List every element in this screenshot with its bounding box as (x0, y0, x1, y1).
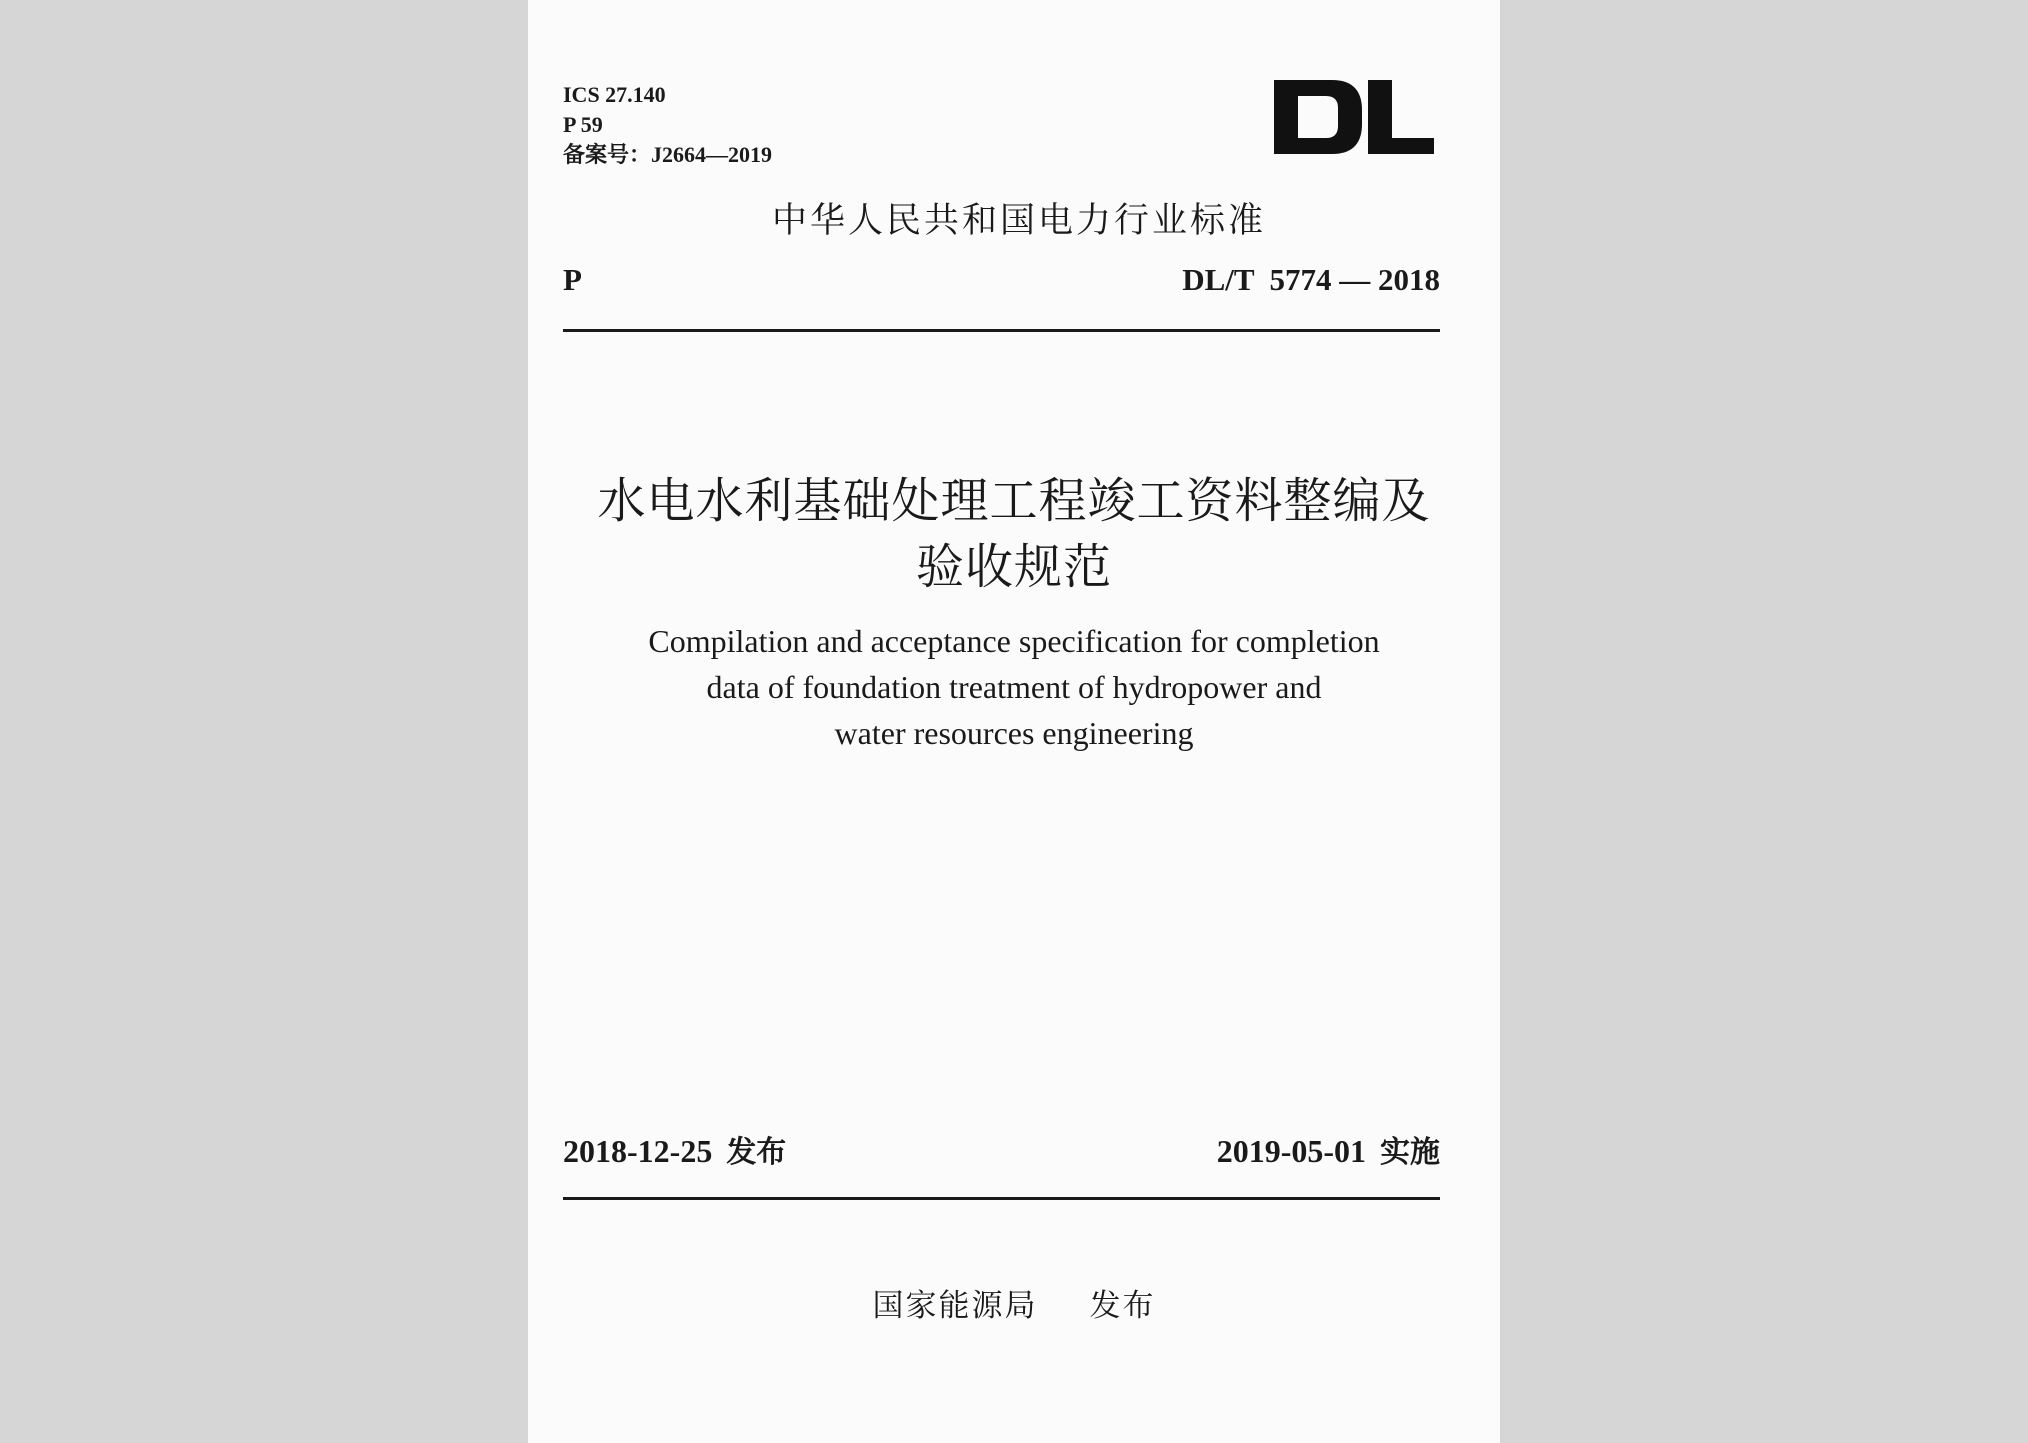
implementation-date: 2019-05-01 (1216, 1133, 1366, 1169)
issue-date: 2018-12-25 (563, 1133, 713, 1169)
publisher-action: 发布 (1089, 1288, 1156, 1324)
classification-block (563, 80, 772, 170)
english-title-line-3: water resources engineering (834, 715, 1194, 751)
ics-code: ICS 27.140 (563, 82, 666, 107)
standard-number: DL/T 5774 — 2018 (1182, 262, 1440, 297)
chinese-title-line-2: 验收规范 (915, 539, 1112, 595)
category-code: P (563, 262, 582, 297)
english-title-line-2: data of foundation treatment of hydropower and (706, 669, 1322, 705)
top-divider (563, 329, 1440, 332)
document-page (528, 0, 1500, 1443)
implementation-label: 实施 (1380, 1135, 1440, 1170)
dl-logo (1244, 60, 1444, 180)
implementation-date-block (1217, 1127, 1440, 1171)
chinese-title (528, 468, 1500, 600)
issue-label: 发布 (726, 1135, 787, 1170)
publisher-name: 国家能源局 (872, 1288, 1038, 1324)
bottom-divider (563, 1197, 1440, 1200)
issue-date-block (563, 1127, 786, 1171)
ccs-code: P 59 (563, 112, 603, 137)
english-title-line-1: Compilation and acceptance specification for completion (648, 623, 1380, 659)
dl-logo-graphic (1244, 60, 1444, 180)
chinese-title-line-1: 水电水利基础处理工程竣工资料整编及 (597, 473, 1431, 529)
issuing-authority-title: 中华人民共和国电力行业标准 (771, 201, 1266, 241)
english-title (528, 618, 1500, 756)
record-number: 备案号：J2664—2019 (563, 142, 773, 167)
publisher-line (528, 1280, 1500, 1325)
